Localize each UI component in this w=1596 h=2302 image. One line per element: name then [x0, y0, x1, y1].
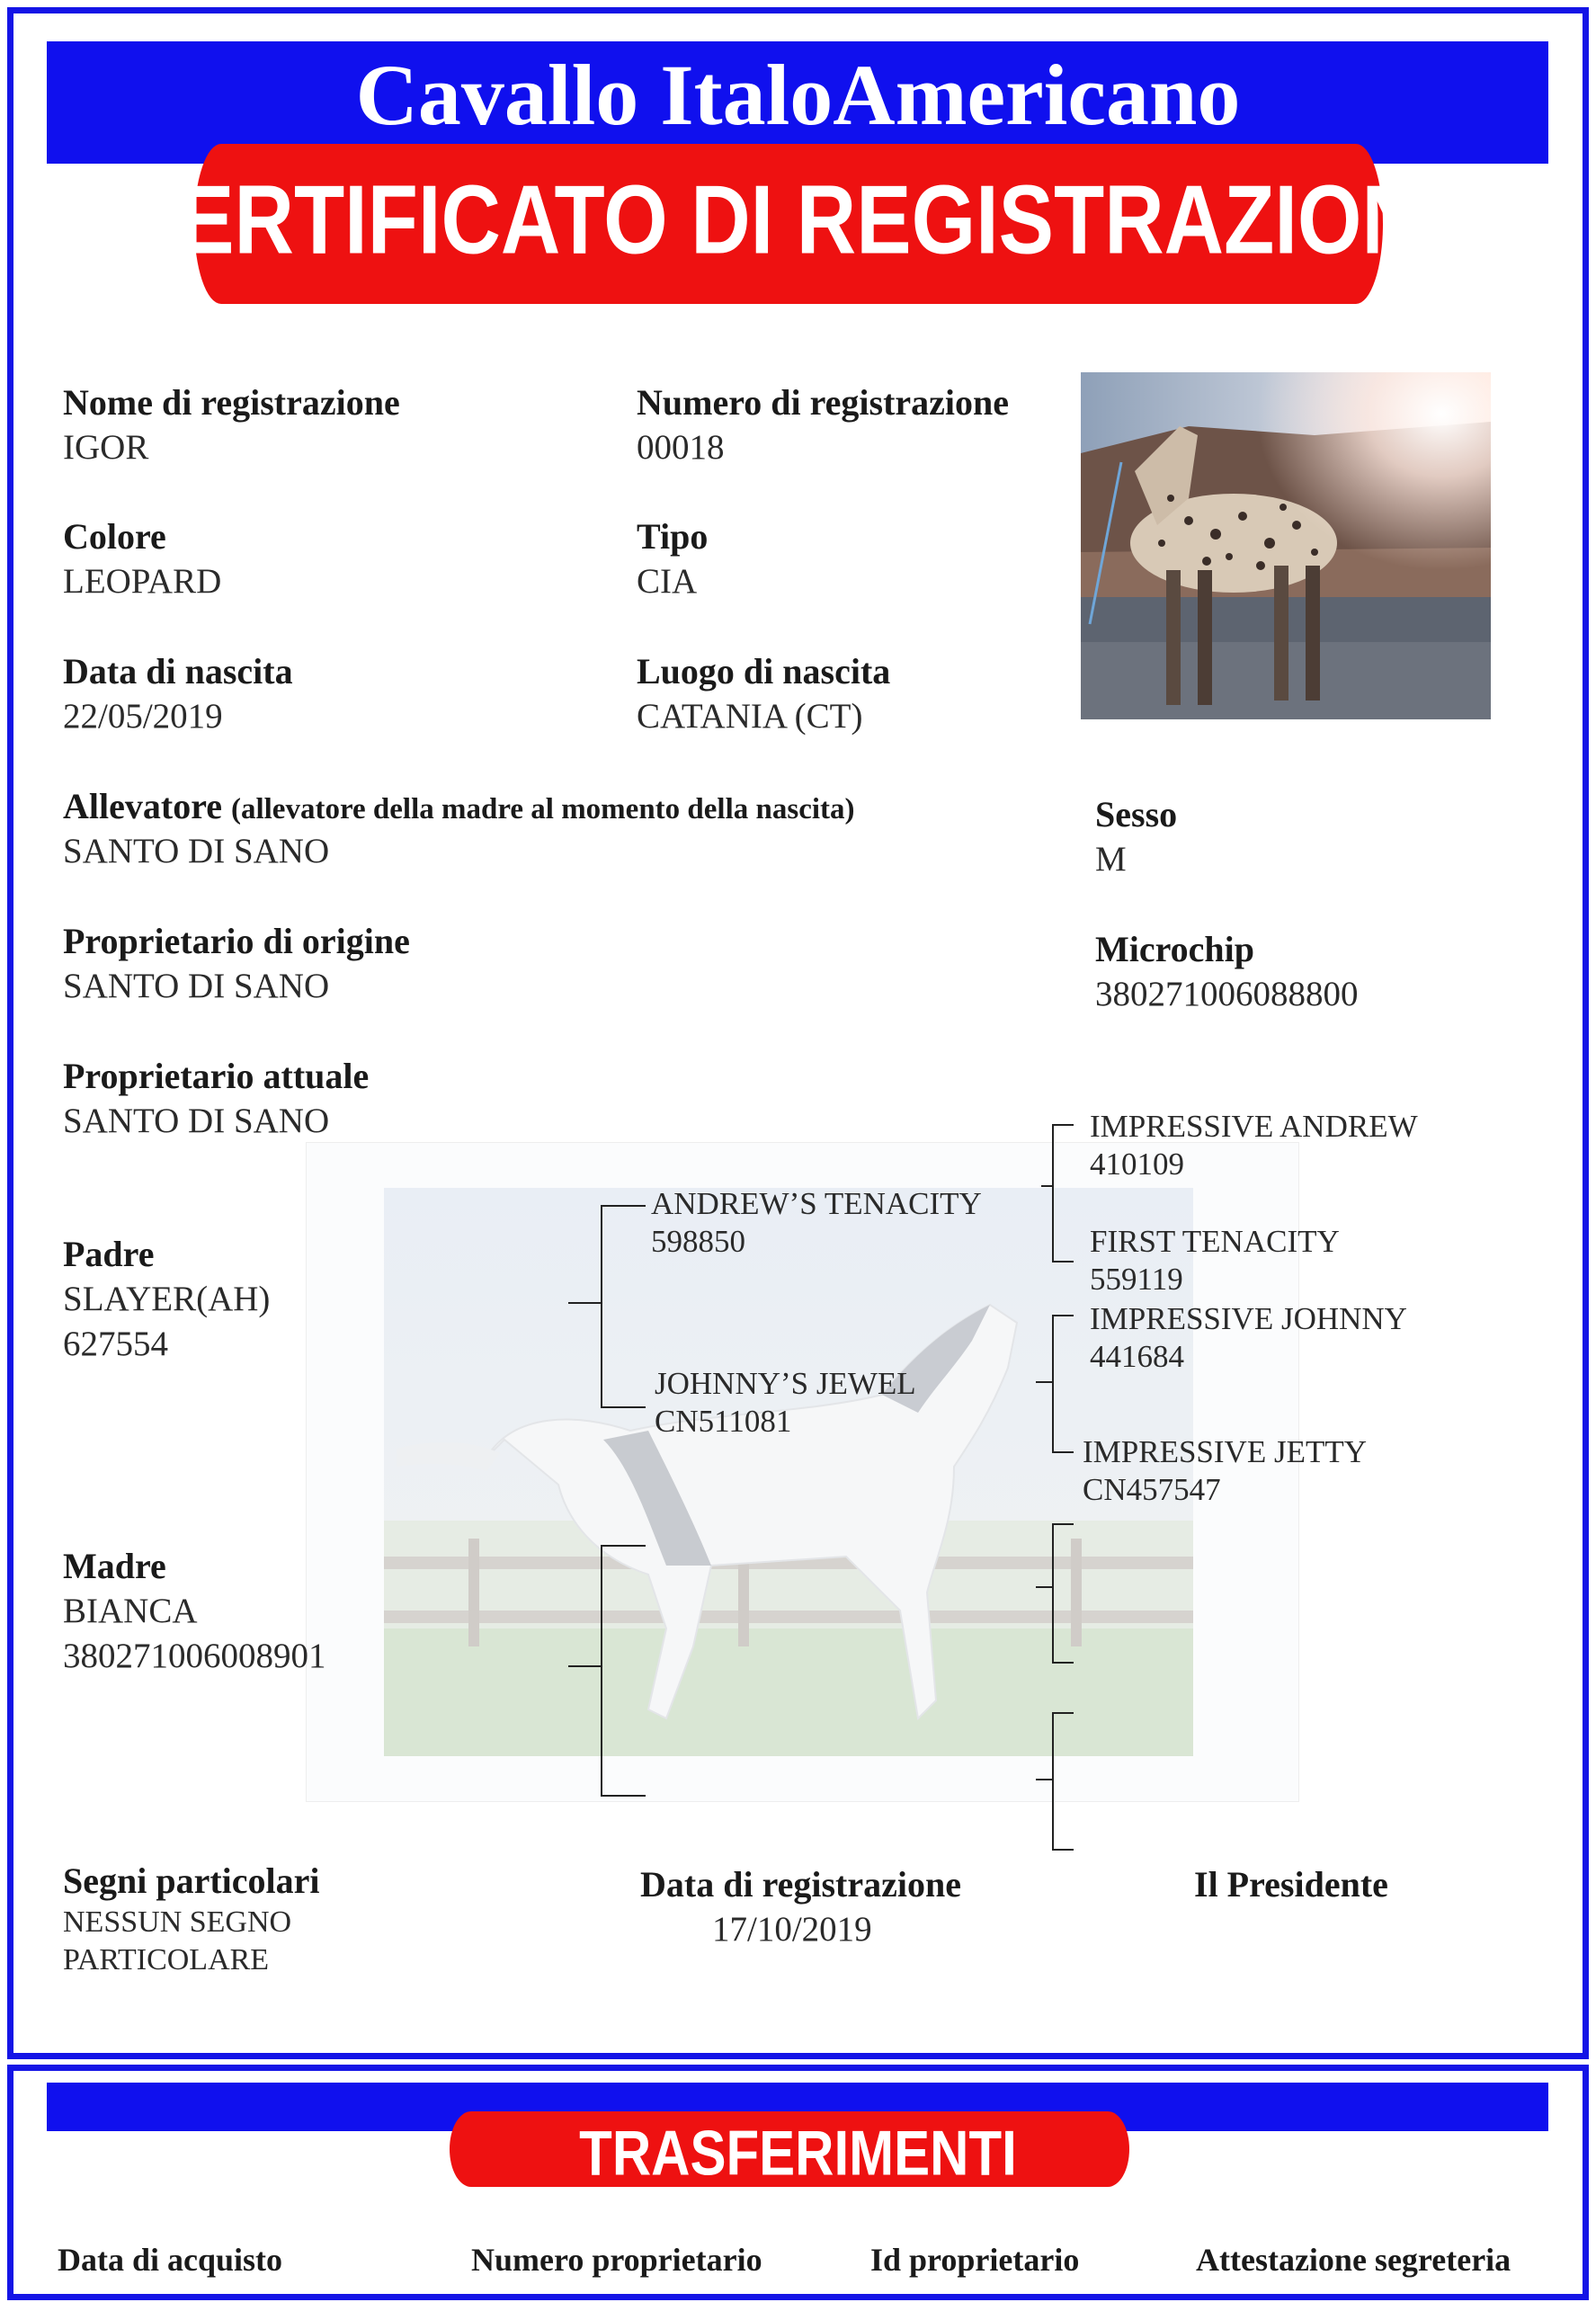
sire-sire-name: ANDREW’S TENACITY	[651, 1186, 982, 1221]
nascita-value: 22/05/2019	[63, 697, 223, 736]
gen3-name-2: FIRST TENACITY	[1090, 1224, 1340, 1259]
attuale-label: Proprietario attuale	[63, 1056, 370, 1096]
allevatore-value: SANTO DI SANO	[63, 832, 330, 870]
colore-label: Colore	[63, 516, 166, 557]
origine-value: SANTO DI SANO	[63, 967, 330, 1005]
gen3-name-4: IMPRESSIVE JETTY	[1083, 1434, 1367, 1469]
microchip-value: 380271006088800	[1095, 975, 1359, 1013]
pedigree-line	[1036, 1779, 1052, 1780]
transfers-col-id: Id proprietario	[870, 2242, 1080, 2278]
pedigree-line	[601, 1205, 602, 1408]
gen3-name-3: IMPRESSIVE JOHNNY	[1090, 1301, 1407, 1336]
pedigree-line	[1052, 1315, 1074, 1316]
pedigree-line	[1052, 1124, 1054, 1263]
pedigree-line	[1052, 1662, 1074, 1664]
origine-label: Proprietario di origine	[63, 921, 410, 961]
padre-label: Padre	[63, 1234, 155, 1274]
registrazione-label: Data di registrazione	[640, 1864, 961, 1905]
segni-label: Segni particolari	[63, 1860, 320, 1901]
pedigree-line	[1052, 1315, 1054, 1453]
gen3-id-1: 410109	[1090, 1147, 1184, 1182]
allevatore-label	[63, 786, 855, 826]
pedigree-line	[1052, 1124, 1074, 1126]
transfers-col-numero: Numero proprietario	[471, 2242, 762, 2278]
pedigree-line	[1036, 1381, 1052, 1383]
allevatore-label-text: Allevatore	[63, 786, 222, 826]
sesso-label: Sesso	[1095, 794, 1178, 834]
segni-value-line2: PARTICOLARE	[63, 1943, 270, 1976]
attuale-value: SANTO DI SANO	[63, 1102, 330, 1140]
pedigree-line	[1041, 1185, 1052, 1187]
sire-sire-id: 598850	[651, 1224, 745, 1259]
pedigree-line	[601, 1545, 602, 1797]
pedigree-line	[568, 1302, 601, 1304]
gen3-id-3: 441684	[1090, 1339, 1184, 1374]
colore-value: LEOPARD	[63, 562, 222, 601]
pedigree-line	[601, 1205, 646, 1207]
padre-name: SLAYER(AH)	[63, 1280, 271, 1318]
gen3-id-4: CN457547	[1083, 1472, 1221, 1507]
pedigree-line	[1052, 1261, 1074, 1263]
luogo-label: Luogo di nascita	[637, 651, 891, 691]
sire-dam-name: JOHNNY’S JEWEL	[655, 1366, 916, 1401]
ribbon-title: CERTIFICATO DI REGISTRAZIONE	[119, 165, 1477, 275]
pedigree-line	[601, 1406, 646, 1408]
pedigree-line	[1052, 1849, 1074, 1851]
pedigree-line	[601, 1545, 646, 1547]
gen3-id-2: 559119	[1090, 1262, 1183, 1297]
padre-id: 627554	[63, 1325, 168, 1363]
foal-photo	[1081, 372, 1491, 719]
gen3-name-1: IMPRESSIVE ANDREW	[1090, 1109, 1418, 1144]
madre-id: 380271006008901	[63, 1637, 326, 1675]
sire-dam-id: CN511081	[655, 1404, 792, 1439]
presidente-label: Il Presidente	[1194, 1864, 1388, 1905]
tipo-value: CIA	[637, 562, 698, 601]
madre-name: BIANCA	[63, 1592, 198, 1630]
nome-label: Nome di registrazione	[63, 382, 400, 423]
luogo-value: CATANIA (CT)	[637, 697, 863, 736]
pedigree-line	[1052, 1451, 1074, 1453]
microchip-label: Microchip	[1095, 929, 1255, 969]
numero-label: Numero di registrazione	[637, 382, 1010, 423]
transfers-title: TRASFERIMENTI	[579, 2117, 1017, 2190]
registrazione-value: 17/10/2019	[712, 1910, 872, 1949]
madre-label: Madre	[63, 1546, 166, 1586]
pedigree-line	[1052, 1523, 1054, 1664]
nascita-label: Data di nascita	[63, 651, 293, 691]
tipo-label: Tipo	[637, 516, 709, 557]
pedigree-line	[1052, 1712, 1074, 1714]
pedigree-line	[601, 1795, 646, 1797]
certificate-title: Cavallo ItaloAmericano	[355, 47, 1241, 143]
pedigree-line	[1052, 1712, 1054, 1851]
segni-value-line1: NESSUN SEGNO	[63, 1905, 292, 1939]
transfers-col-data: Data di acquisto	[58, 2242, 283, 2278]
numero-value: 00018	[637, 428, 725, 467]
allevatore-note: (allevatore della madre al momento della nascita)	[230, 793, 855, 825]
pedigree-line	[1052, 1523, 1074, 1525]
pedigree-line	[568, 1665, 601, 1667]
transfers-col-attestazione: Attestazione segreteria	[1196, 2242, 1511, 2278]
nome-value: IGOR	[63, 428, 149, 467]
pedigree-line	[1036, 1586, 1052, 1588]
sesso-value: M	[1095, 840, 1127, 879]
